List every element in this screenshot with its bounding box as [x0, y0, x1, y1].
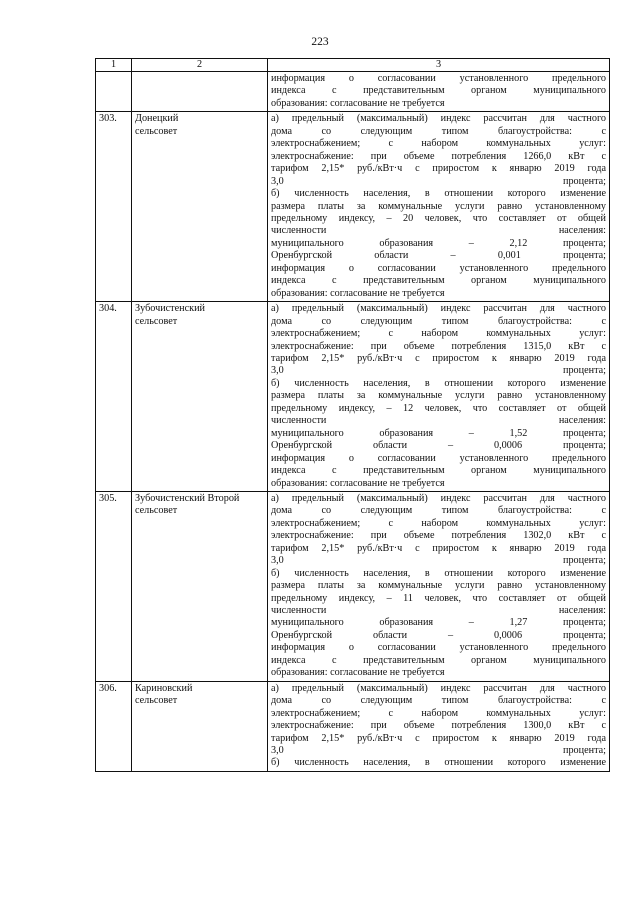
- table-row: [96, 681, 610, 771]
- desc-line: электроснабжение: при объеме потребления 1302,0 кВт с: [271, 530, 606, 542]
- continuation-name-cell: [132, 72, 268, 112]
- desc-line: а) предельный (максимальный) индекс рассчитан для частного: [271, 492, 606, 504]
- desc-line: а) предельный (максимальный) индекс рассчитан для частного: [271, 682, 606, 694]
- continuation-desc-cell: [268, 72, 610, 112]
- desc-line: информация о согласовании установленного предельного: [271, 452, 606, 464]
- desc-line: б) численность населения, в отношении которого изменение: [271, 188, 606, 200]
- desc-line: размера платы за коммунальные услуги равно установленному: [271, 200, 606, 212]
- desc-line: б) численность населения, в отношении которого изменение: [271, 567, 606, 579]
- continuation-num-cell: [96, 72, 132, 112]
- desc-line: информация о согласовании установленного предельного: [271, 262, 606, 274]
- settlement-name-cell: [132, 681, 268, 771]
- settlement-name-line: Донецкий: [135, 113, 179, 125]
- header-cell-1: 1: [96, 59, 132, 72]
- desc-line: электроснабжение: при объеме потребления 1300,0 кВт с: [271, 720, 606, 732]
- desc-line: электроснабжением; с набором коммунальных услуг:: [271, 138, 606, 150]
- desc-line: 3,0 процента;: [271, 175, 606, 187]
- desc-line: муниципального образования – 1,27 процента;: [271, 617, 606, 629]
- desc-line: предельному индексу, – 20 человек, что составляет от общей: [271, 212, 606, 224]
- settlement-name-line: Кариновский: [135, 682, 193, 694]
- table-header-row: [96, 59, 610, 72]
- desc-line: индекса с представительным органом муниципального: [271, 654, 606, 666]
- desc-line: дома со следующим типом благоустройства: с: [271, 505, 606, 517]
- desc-line: информация о согласовании установленного предельного: [271, 642, 606, 654]
- desc-line: тарифом 2,15* руб./кВт·ч с приростом к январю 2019 года: [271, 732, 606, 744]
- desc-line: индекса с представительным органом муниципального: [271, 465, 606, 477]
- description-cell: [268, 681, 610, 771]
- desc-line: б) численность населения, в отношении которого изменение: [271, 377, 606, 389]
- settlement-name-line: сельсовет: [135, 125, 178, 137]
- desc-line: электроснабжением; с набором коммунальных услуг:: [271, 707, 606, 719]
- desc-line: размера платы за коммунальные услуги равно установленному: [271, 390, 606, 402]
- desc-line: образования: согласование не требуется: [271, 287, 445, 299]
- page-number: 223: [311, 36, 329, 48]
- desc-line: 3,0 процента;: [271, 365, 606, 377]
- desc-line: 3,0 процента;: [271, 745, 606, 757]
- desc-line: электроснабжением; с набором коммунальных услуг:: [271, 517, 606, 529]
- desc-line: Оренбургской области – 0,001 процента;: [271, 250, 606, 262]
- desc-line: образования: согласование не требуется: [271, 477, 445, 489]
- desc-line: дома со следующим типом благоустройства: с: [271, 125, 606, 137]
- desc-line: численности населения:: [271, 415, 606, 427]
- settlement-name-cell: [132, 302, 268, 492]
- settlement-name-cell: [132, 112, 268, 302]
- desc-line: размера платы за коммунальные услуги равно установленному: [271, 580, 606, 592]
- settlement-name-line: Зубочистенский: [135, 303, 205, 315]
- row-number-cell: 305.: [96, 491, 132, 681]
- header-cell-2: 2: [132, 59, 268, 72]
- settlement-name-line: Зубочистенский Второй: [135, 492, 240, 504]
- settlement-name-line: сельсовет: [135, 315, 178, 327]
- desc-line: электроснабжением; с набором коммунальных услуг:: [271, 328, 606, 340]
- settlement-name-cell: [132, 491, 268, 681]
- description-cell: [268, 112, 610, 302]
- index-table: [95, 58, 610, 772]
- table-row: [96, 302, 610, 492]
- row-number-cell: 304.: [96, 302, 132, 492]
- row-number-cell: 303.: [96, 112, 132, 302]
- desc-line: индекса с представительным органом муниципального: [271, 275, 606, 287]
- desc-line: образования: согласование не требуется: [271, 97, 445, 109]
- desc-line: предельному индексу, – 11 человек, что составляет от общей: [271, 592, 606, 604]
- desc-line: тарифом 2,15* руб./кВт·ч с приростом к январю 2019 года: [271, 352, 606, 364]
- desc-line: а) предельный (максимальный) индекс рассчитан для частного: [271, 303, 606, 315]
- header-cell-3: 3: [268, 59, 610, 72]
- desc-line: тарифом 2,15* руб./кВт·ч с приростом к январю 2019 года: [271, 542, 606, 554]
- desc-line: электроснабжение: при объеме потребления 1266,0 кВт с: [271, 150, 606, 162]
- description-cell: [268, 302, 610, 492]
- desc-line: муниципального образования – 2,12 процента;: [271, 237, 606, 249]
- desc-line: а) предельный (максимальный) индекс рассчитан для частного: [271, 113, 606, 125]
- desc-line: предельному индексу, – 12 человек, что составляет от общей: [271, 402, 606, 414]
- desc-line: муниципального образования – 1,52 процента;: [271, 427, 606, 439]
- table-row: [96, 491, 610, 681]
- desc-line: 3,0 процента;: [271, 555, 606, 567]
- settlement-name-line: сельсовет: [135, 695, 178, 707]
- desc-line: индекса с представительным органом муниципального: [271, 85, 606, 97]
- desc-line: численности населения:: [271, 225, 606, 237]
- desc-line: информация о согласовании установленного предельного: [271, 73, 606, 84]
- desc-line: тарифом 2,15* руб./кВт·ч с приростом к январю 2019 года: [271, 163, 606, 175]
- desc-line: численности населения:: [271, 605, 606, 617]
- continuation-row: [96, 72, 610, 112]
- table-row: [96, 112, 610, 302]
- desc-line: образования: согласование не требуется: [271, 667, 445, 679]
- desc-line: электроснабжение: при объеме потребления 1315,0 кВт с: [271, 340, 606, 352]
- desc-line: б) численность населения, в отношении которого изменение: [271, 757, 606, 769]
- row-number-cell: 306.: [96, 681, 132, 771]
- desc-line: дома со следующим типом благоустройства: с: [271, 695, 606, 707]
- desc-line: Оренбургской области – 0,0006 процента;: [271, 629, 606, 641]
- desc-line: Оренбургской области – 0,0006 процента;: [271, 440, 606, 452]
- desc-line: дома со следующим типом благоустройства: с: [271, 315, 606, 327]
- description-cell: [268, 491, 610, 681]
- settlement-name-line: сельсовет: [135, 505, 178, 517]
